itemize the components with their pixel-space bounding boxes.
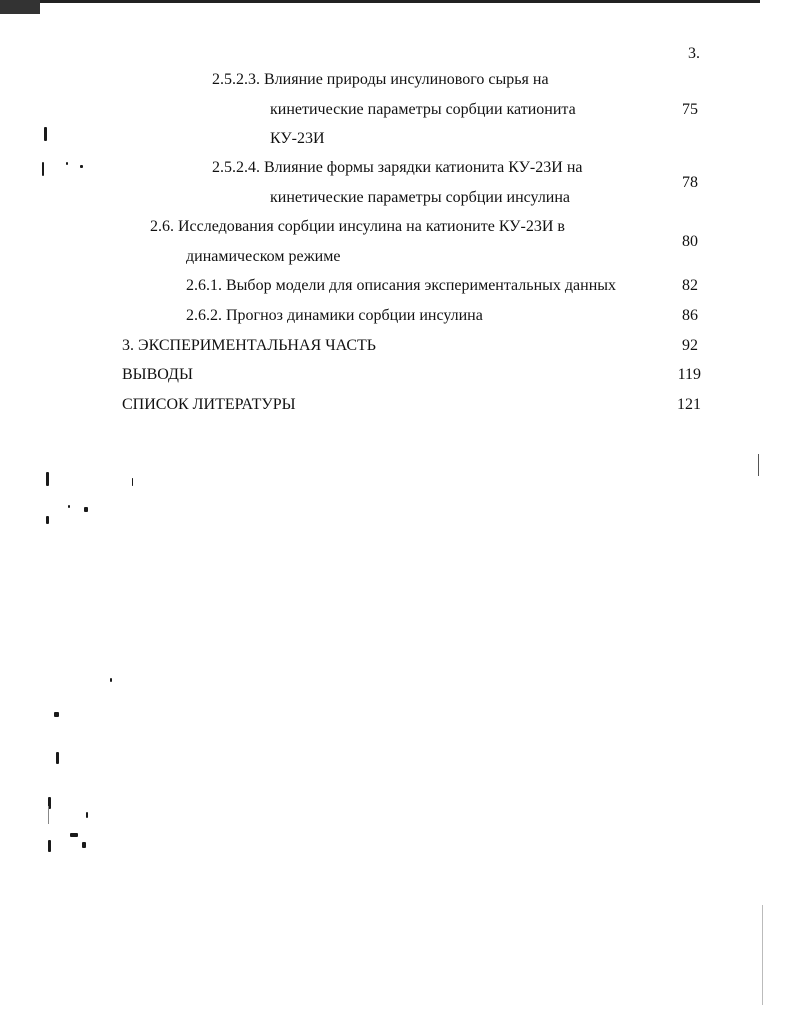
scan-speck [80,165,83,168]
toc-page-number: 86 [682,307,698,324]
scan-speck [86,812,88,818]
scan-speck [54,712,59,717]
scan-speck [132,478,133,486]
scan-speck [44,127,47,141]
page-number: 3. [688,45,700,62]
toc-entry-line: 2.6.2. Прогноз динамики сорбции инсулина [186,307,483,324]
toc-entry-line: 2.5.2.4. Влияние формы зарядки катионита КУ-23И на [212,159,583,176]
toc-entry-line: 2.6.1. Выбор модели для описания экспериментальных данных [186,277,617,294]
scan-speck [82,842,86,848]
scan-speck [46,516,49,524]
toc-entry-line: СПИСОК ЛИТЕРАТУРЫ [122,396,296,413]
scan-edge-line [758,454,759,476]
toc-entry-line: 2.6. Исследования сорбции инсулина на катионите КУ-23И в [150,218,565,235]
toc-page-number: 75 [682,101,698,118]
toc-page-number: 119 [677,366,701,383]
toc-entry-line: динамическом режиме [186,248,341,265]
toc-page-number: 78 [682,174,698,191]
toc-entry-line: 3. ЭКСПЕРИМЕНТАЛЬНАЯ ЧАСТЬ [122,337,376,354]
scan-speck [110,678,112,682]
scan-speck [42,162,44,176]
toc-page-number: 80 [682,233,698,250]
scan-speck [84,507,88,512]
scan-edge-line [48,806,49,824]
scan-speck [66,162,68,165]
toc-entry-line: ВЫВОДЫ [122,366,193,383]
scan-speck [46,472,49,486]
scan-edge-line [762,905,763,1005]
toc-entry-line: 2.5.2.3. Влияние природы инсулинового сырья на [212,71,549,88]
toc-entry-line: КУ-23И [270,130,325,147]
scan-speck [70,833,78,837]
toc-entry-line: кинетические параметры сорбции инсулина [270,189,571,206]
toc-page-number: 82 [682,277,698,294]
toc-entry-line: кинетические параметры сорбции катионита [270,101,576,118]
scan-speck [68,505,70,508]
scan-speck [48,840,51,852]
toc-page-number: 92 [682,337,698,354]
scan-corner-mark [0,0,40,14]
scan-top-edge [0,0,760,3]
scan-speck [56,752,59,764]
toc-page-number: 121 [677,396,701,413]
